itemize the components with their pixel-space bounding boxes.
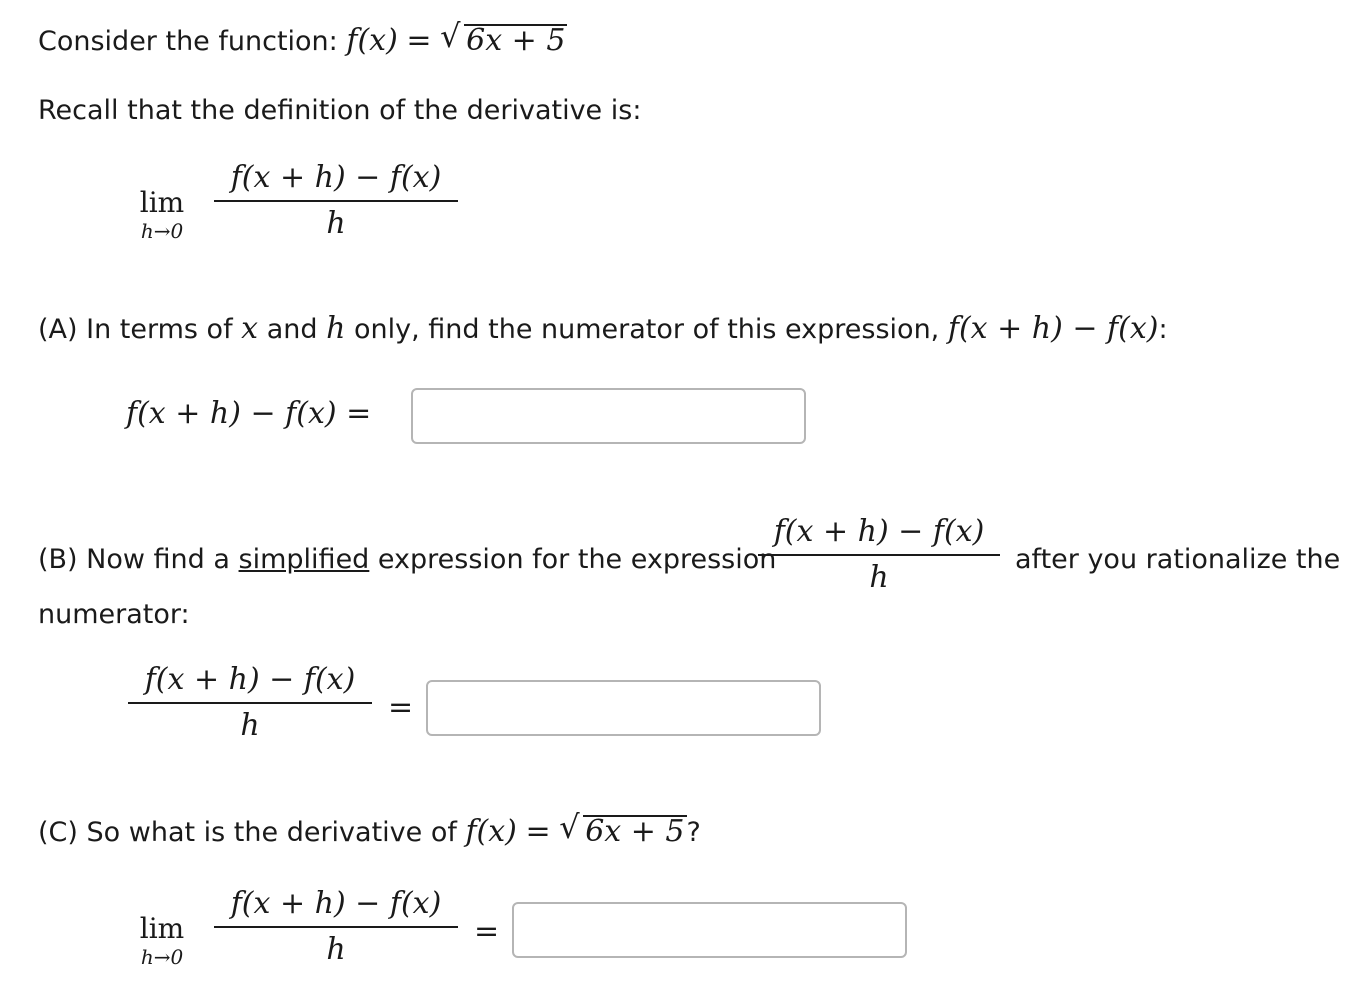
part-a-answer-input[interactable]	[411, 388, 806, 444]
part-c-prefix: (C) So what is the derivative of	[38, 817, 457, 848]
part-a-lhs-expression: f(x + h) − f(x)	[126, 396, 337, 431]
part-b-inline-fraction-bar	[758, 554, 1000, 556]
fraction-bar	[214, 200, 458, 202]
sqrt-expression	[440, 17, 567, 58]
part-b-inline-denominator: h	[869, 560, 889, 595]
lim-label: lim	[139, 186, 185, 219]
part-a-equals: =	[346, 396, 372, 431]
part-b-answer-numerator: f(x + h) − f(x)	[144, 662, 356, 697]
var-h: h	[326, 311, 346, 346]
part-b-prefix: (B) Now find a	[38, 544, 230, 575]
part-b-answer-fraction-bar	[128, 702, 372, 704]
part-b-question-line1	[38, 544, 776, 576]
intro-line	[38, 17, 567, 58]
equals-sign: =	[406, 23, 432, 58]
part-c-denominator: h	[326, 932, 346, 967]
part-a-expression: f(x + h) − f(x)	[947, 311, 1159, 346]
part-b-answer-fraction	[128, 662, 372, 744]
part-c-answer-equals: =	[474, 914, 500, 949]
part-c-limit	[134, 912, 190, 969]
part-c-sqrt-expression	[559, 808, 686, 849]
part-a-and: and	[266, 314, 318, 345]
part-c-answer-input[interactable]	[512, 902, 907, 958]
part-a-colon: :	[1158, 314, 1168, 345]
part-c-numerator: f(x + h) − f(x)	[230, 886, 442, 921]
var-x: x	[241, 311, 259, 346]
part-c-function-lhs: f(x)	[465, 814, 517, 849]
definition-fraction	[214, 160, 458, 242]
part-b-middle: expression for the expression	[377, 544, 777, 575]
part-c-radicand: 6x + 5	[585, 814, 685, 849]
part-c-fraction	[214, 886, 458, 968]
part-b-question-line2: numerator:	[38, 599, 190, 630]
lim-subscript: h→0	[140, 219, 184, 243]
consider-label: Consider the function:	[38, 26, 338, 57]
part-a-middle: only, find the numerator of this expression,	[354, 314, 940, 345]
part-b-underlined-word: simplified	[238, 544, 370, 575]
radicand: 6x + 5	[466, 23, 566, 58]
fraction-numerator: f(x + h) − f(x)	[230, 160, 442, 195]
part-c-question	[38, 808, 701, 849]
part-b-answer-denominator: h	[240, 708, 260, 743]
part-a-answer-lhs	[126, 396, 371, 431]
part-c-fraction-bar	[214, 926, 458, 928]
function-lhs: f(x)	[346, 23, 398, 58]
recall-text: Recall that the definition of the derivative is:	[38, 95, 642, 126]
part-b-equals: =	[388, 690, 414, 725]
part-b-inline-fraction	[758, 514, 1000, 596]
definition-limit	[134, 186, 190, 243]
fraction-denominator: h	[326, 206, 346, 241]
part-b-answer-input[interactable]	[426, 680, 821, 736]
sqrt-icon: √	[559, 808, 580, 846]
part-c-equals: =	[525, 814, 551, 849]
part-c-question-mark: ?	[686, 817, 701, 848]
sqrt-icon: √	[440, 17, 461, 55]
part-a-question	[38, 313, 1168, 346]
part-b-suffix: after you rationalize the	[1015, 544, 1341, 575]
part-a-prefix: (A) In terms of	[38, 314, 233, 345]
part-c-lim-subscript: h→0	[140, 945, 184, 969]
part-b-inline-numerator: f(x + h) − f(x)	[773, 514, 985, 549]
part-c-lim-label: lim	[139, 912, 185, 945]
